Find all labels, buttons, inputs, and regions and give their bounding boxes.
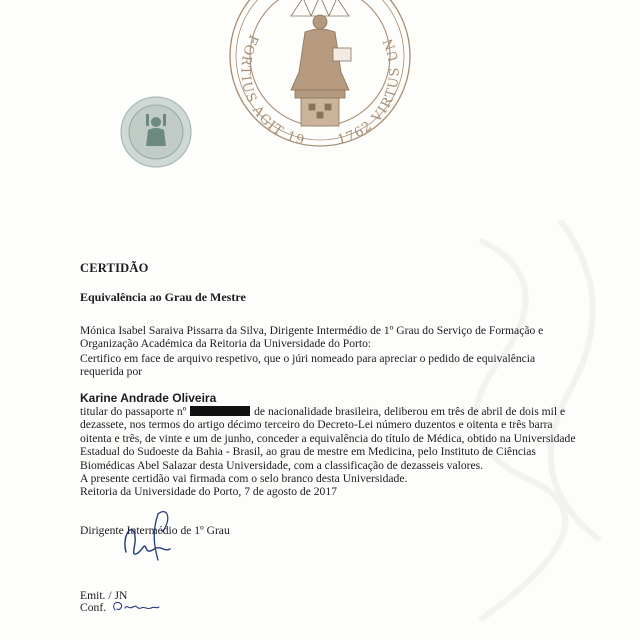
- official-stamp: [120, 96, 192, 168]
- passport-suffix: de nacionalidade brasileira, deliberou em três de abril de dois mil e: [254, 405, 566, 418]
- document-subtitle: Equivalência ao Grau de Mestre: [80, 290, 246, 304]
- handwritten-initials: [107, 596, 163, 616]
- intro-paragraph: [80, 324, 580, 351]
- body-line: Reitoria da Universidade do Porto, 7 de agosto de 2017: [80, 485, 337, 499]
- body-paragraph: [80, 405, 584, 499]
- conf-line: Conf.: [80, 601, 107, 614]
- university-seal: [221, 0, 419, 150]
- emit-line: Emit. / JN: [80, 589, 128, 602]
- passport-prefix: titular do passaporte nº: [80, 405, 187, 418]
- seal-left-text: FORTIUS AGIT 19: [237, 32, 308, 149]
- person-name: Karine Andrade Oliveira: [80, 391, 217, 405]
- body-line: Biomédicas Abel Salazar desta Universidade, com a classificação de dezasseis valores.: [80, 458, 484, 472]
- document-title: CERTIDÃO: [80, 261, 149, 275]
- body-line: Estadual do Sudoeste da Bahia - Brasil, ao grau de mestre em Medicina, pelo Instituto de Ciências: [80, 445, 536, 459]
- body-line: dezassete, nos termos do artigo décimo terceiro do Decreto-Lei número duzentos e oitenta e três barra: [80, 418, 553, 432]
- signatory-title: Dirigente Intermédio de 1º Grau: [80, 524, 230, 537]
- certify-paragraph: [80, 352, 580, 379]
- intro-line: Organização Académica da Reitoria da Universidade do Porto:: [80, 337, 372, 351]
- svg-text:FORTIUS AGIT 1911: [221, 0, 307, 149]
- seal-right-text: 1762 VIRTUS UN: [335, 34, 403, 149]
- intro-line: Mónica Isabel Saraiva Pissarra da Silva, Dirigente Intermédio de 1º Grau do Serviço de Formação e: [80, 324, 544, 337]
- body-line: A presente certidão vai firmada com o selo branco desta Universidade.: [80, 472, 408, 486]
- redacted-passport-number: [190, 406, 250, 416]
- certify-line: requerida por: [80, 365, 143, 379]
- body-line: [80, 405, 584, 418]
- body-line: oitenta e três, de vinte e um de junho, conceder a equivalência do título de Médica, obtido na Universidade: [80, 431, 576, 445]
- certify-line: Certifico em face de arquivo respetivo, que o júri nomeado para apreciar o pedido de equivalência: [80, 352, 536, 365]
- handwritten-signature: [112, 502, 194, 566]
